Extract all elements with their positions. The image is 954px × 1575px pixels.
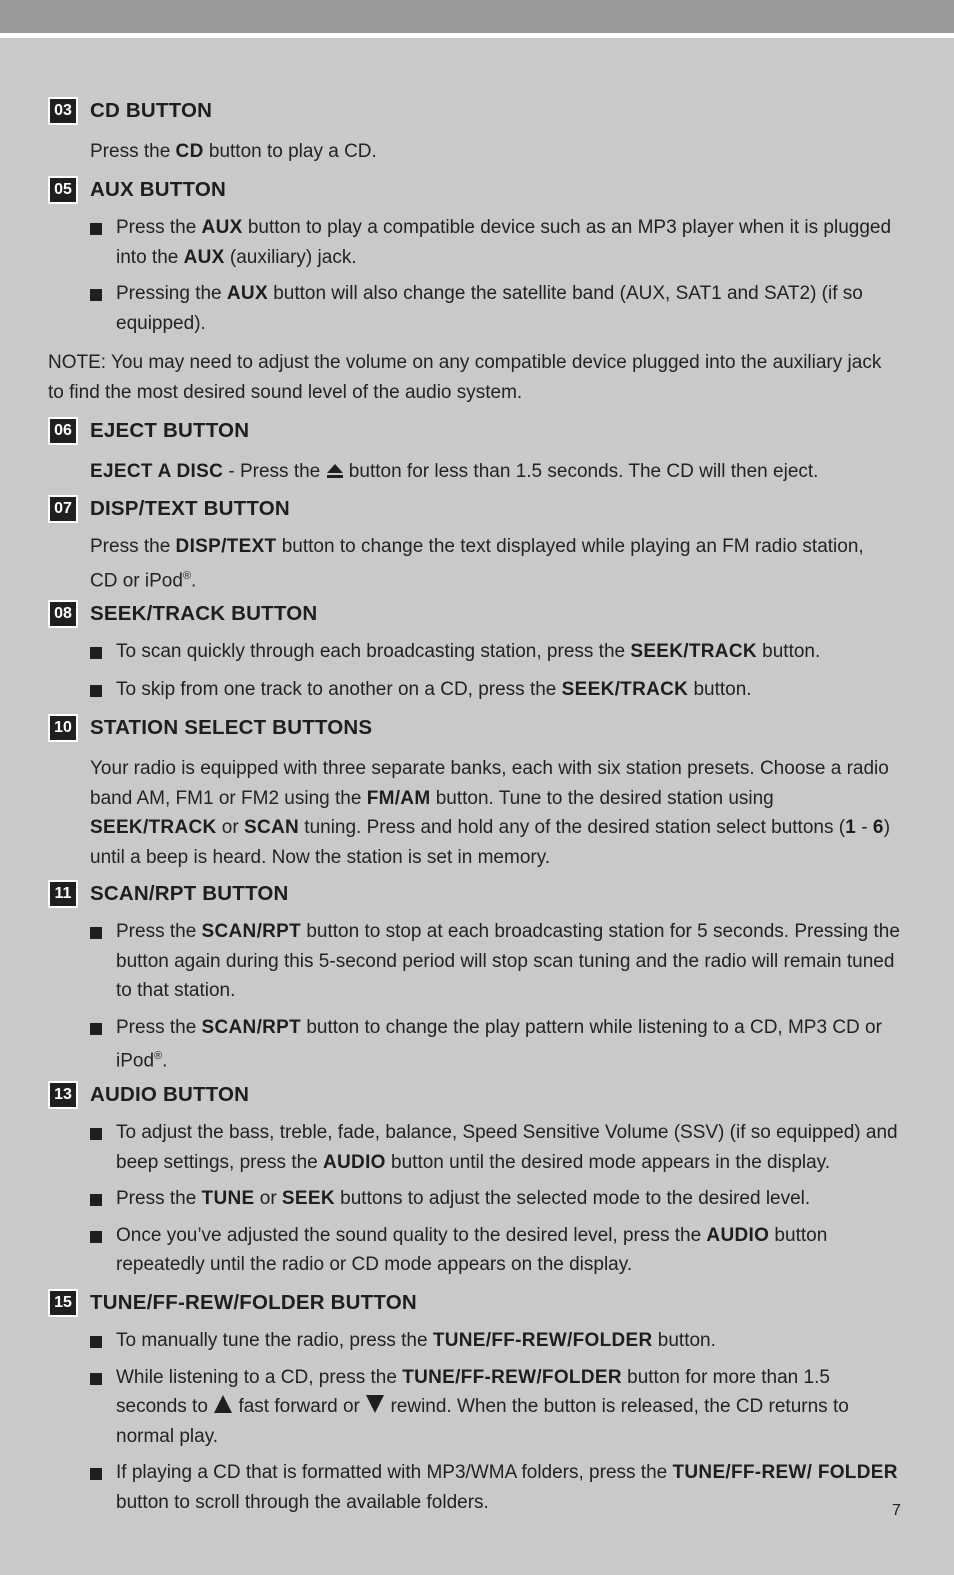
bullet-square-icon: [90, 1128, 102, 1140]
up-triangle-icon: [213, 1394, 233, 1414]
section-title: STATION SELECT BUTTONS: [90, 716, 373, 739]
section-title: EJECT BUTTON: [90, 419, 250, 442]
bullet-square-icon: [90, 223, 102, 235]
bullet-square-icon: [90, 685, 102, 697]
section-title: TUNE/FF-REW/FOLDER BUTTON: [90, 1291, 417, 1314]
note-text: NOTE: You may need to adjust the volume on any compatible device plugged into the auxiliary jack to find the most desired sound level of the audio system.: [48, 352, 882, 403]
section-tune-ff-rew-folder-button: [0, 1289, 954, 1517]
section-cd-button: [0, 97, 954, 167]
bullet-square-icon: [90, 647, 102, 659]
section-title: DISP/TEXT BUTTON: [90, 497, 290, 520]
list-item: To adjust the bass, treble, fade, balance, Speed Sensitive Volume (SSV) (if so equipped) and beep settings, press the AUDIO button until the desired mode appears in the display.: [0, 1118, 954, 1177]
list-item: Press the AUX button to play a compatible device such as an MP3 player when it is plugged into the AUX (auxiliary) jack.: [0, 213, 954, 272]
bullet-square-icon: [90, 1336, 102, 1348]
bullet-square-icon: [90, 927, 102, 939]
section-number: 11: [48, 880, 78, 908]
bullet-square-icon: [90, 1231, 102, 1243]
section-eject-button: [0, 417, 954, 487]
eject-icon: [326, 463, 344, 479]
section-number: 06: [48, 417, 78, 445]
section-audio-button: [0, 1081, 954, 1280]
section-number: 03: [48, 97, 78, 125]
section-scan-rpt-button: [0, 880, 954, 1076]
section-number: 10: [48, 714, 78, 742]
section-disp-text-button: [0, 495, 954, 595]
section-text: Your radio is equipped with three separate banks, each with six station presets. Choose a radio band AM, FM1 or FM2 using the FM/AM button. Tune to the desired station using SEEK/TRACK or SCAN tuning. Press and hold any of the desired station select buttons (1 - 6) until a beep is heard. Now the station is set in memory.: [90, 758, 891, 868]
section-text: EJECT A DISC - Press the button for less than 1.5 seconds. The CD will then eject.: [90, 461, 819, 482]
bullet-square-icon: [90, 1194, 102, 1206]
section-number: 07: [48, 495, 78, 523]
bullet-square-icon: [90, 289, 102, 301]
section-aux-button: [0, 176, 954, 338]
down-triangle-icon: [365, 1394, 385, 1414]
bullet-square-icon: [90, 1373, 102, 1385]
bullet-square-icon: [90, 1023, 102, 1035]
section-title: CD BUTTON: [90, 99, 213, 122]
bullet-square-icon: [90, 1468, 102, 1480]
section-title: AUDIO BUTTON: [90, 1083, 250, 1106]
list-item: Press the SCAN/RPT button to stop at each broadcasting station for 5 seconds. Pressing the button again during this 5-second period will stop scan tuning and the radio will remain tuned to that station.: [0, 917, 954, 1006]
section-number: 13: [48, 1081, 78, 1109]
list-item: To scan quickly through each broadcasting station, press the SEEK/TRACK button.: [0, 637, 954, 667]
section-number: 05: [48, 176, 78, 204]
section-number: 08: [48, 600, 78, 628]
section-title: SCAN/RPT BUTTON: [90, 882, 289, 905]
list-item: Press the SCAN/RPT button to change the play pattern while listening to a CD, MP3 CD or iPod®.: [0, 1013, 954, 1076]
list-item: Once you’ve adjusted the sound quality to the desired level, press the AUDIO button repeatedly until the radio or CD mode appears on the display.: [0, 1221, 954, 1280]
section-text: Press the CD button to play a CD.: [90, 141, 377, 162]
section-number: 15: [48, 1289, 78, 1317]
page-number: 7: [892, 1502, 901, 1519]
list-item: To manually tune the radio, press the TUNE/FF-REW/FOLDER button.: [0, 1326, 954, 1356]
list-item: Pressing the AUX button will also change the satellite band (AUX, SAT1 and SAT2) (if so equipped).: [0, 279, 954, 338]
note: [0, 348, 954, 407]
list-item: To skip from one track to another on a CD, press the SEEK/TRACK button.: [0, 675, 954, 705]
section-title: SEEK/TRACK BUTTON: [90, 602, 318, 625]
list-item: While listening to a CD, press the TUNE/FF-REW/FOLDER button for more than 1.5 seconds to fast forward or rewind. When the button is released, the CD returns to normal play.: [0, 1363, 954, 1452]
list-item: Press the TUNE or SEEK buttons to adjust the selected mode to the desired level.: [0, 1184, 954, 1214]
section-title: AUX BUTTON: [90, 178, 227, 201]
list-item: If playing a CD that is formatted with MP3/WMA folders, press the TUNE/FF-REW/ FOLDER button to scroll through the available folders.: [0, 1458, 954, 1517]
section-seek-track-button: [0, 600, 954, 704]
section-text: Press the DISP/TEXT button to change the text displayed while playing an FM radio station, CD or iPod®.: [90, 536, 864, 591]
section-station-select-buttons: [0, 714, 954, 872]
